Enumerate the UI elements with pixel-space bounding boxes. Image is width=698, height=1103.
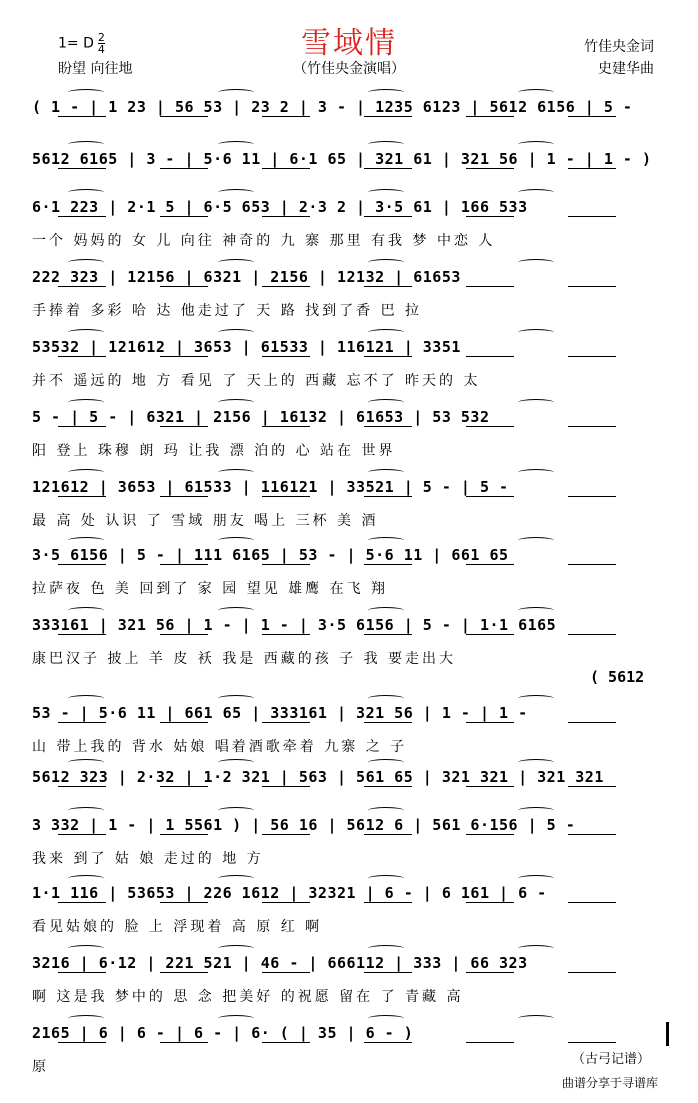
beam-line	[466, 834, 514, 835]
beam-line	[160, 834, 208, 835]
slur-arc	[218, 807, 254, 814]
slur-arc	[368, 329, 404, 336]
slur-arc	[518, 89, 554, 96]
beam-line	[364, 356, 412, 357]
beam-line	[466, 634, 514, 635]
notation-text: 3216 | 6·12 | 221 521 | 46 - | 666112 | 333 | 66 323	[32, 954, 528, 972]
beam-line	[364, 634, 412, 635]
slur-arc	[368, 1015, 404, 1022]
beam-line	[568, 786, 616, 787]
beam-line	[58, 564, 106, 565]
beam-line	[160, 972, 208, 973]
slur-arc	[518, 259, 554, 266]
beam-line	[262, 286, 310, 287]
slur-arc	[218, 89, 254, 96]
beam-line	[364, 216, 412, 217]
beam-line	[364, 1042, 412, 1043]
slur-arc	[68, 259, 104, 266]
beam-line	[160, 902, 208, 903]
beam-line	[364, 786, 412, 787]
slur-arc	[518, 537, 554, 544]
beam-line	[262, 634, 310, 635]
slur-arc	[368, 875, 404, 882]
slur-arc	[518, 399, 554, 406]
beam-line	[568, 356, 616, 357]
beam-line	[262, 834, 310, 835]
lyric-line: 康巴汉子 披上 羊 皮 袄 我是 西藏的孩 子 我 要走出大	[32, 651, 457, 667]
beam-line	[364, 902, 412, 903]
slur-arc	[218, 469, 254, 476]
beam-line	[466, 426, 514, 427]
slur-arc	[68, 945, 104, 952]
slur-arc	[518, 607, 554, 614]
beam-line	[262, 1042, 310, 1043]
slur-arc	[368, 469, 404, 476]
beam-line	[568, 426, 616, 427]
beam-line	[364, 972, 412, 973]
slur-arc	[218, 399, 254, 406]
beam-line	[160, 1042, 208, 1043]
beam-line	[160, 426, 208, 427]
slur-arc	[218, 875, 254, 882]
slur-arc	[68, 759, 104, 766]
notation-text: 5612 6165 | 3 - | 5·6 11 | 6·1 65 | 321 61 | 321 56 | 1 - | 1 - )	[32, 150, 652, 168]
slur-arc	[518, 695, 554, 702]
slur-arc	[68, 399, 104, 406]
notation-line	[28, 404, 673, 430]
slur-arc	[518, 875, 554, 882]
beam-line	[160, 356, 208, 357]
lyric-line: 最 高 处 认识 了 雪域 朋友 喝上 三杯 美 酒	[32, 513, 379, 529]
lyric-line: 我来 到了 姑 娘 走过的 地 方	[32, 851, 264, 867]
notation-text: 222 323 | 12156 | 6321 | 2156 | 12132 | 61653	[32, 268, 461, 286]
notation-line	[28, 474, 673, 500]
beam-line	[568, 564, 616, 565]
beam-line	[58, 116, 106, 117]
beam-line	[262, 356, 310, 357]
notation-text: 1·1 116 | 53653 | 226 1612 | 32321 | 6 - | 6 161 | 6 -	[32, 884, 547, 902]
beam-line	[466, 356, 514, 357]
beam-line	[364, 496, 412, 497]
beam-line	[58, 426, 106, 427]
beam-line	[160, 496, 208, 497]
beam-line	[568, 116, 616, 117]
time-sig-top: 2	[97, 31, 105, 44]
beam-line	[58, 972, 106, 973]
notation-line	[28, 812, 673, 838]
slur-arc	[518, 1015, 554, 1022]
beam-line	[262, 564, 310, 565]
lyric-line: 原	[32, 1059, 49, 1075]
beam-line	[262, 902, 310, 903]
beam-line	[160, 216, 208, 217]
slur-arc	[218, 259, 254, 266]
beam-line	[58, 834, 106, 835]
notation-text: 5 - | 5 - | 6321 | 2156 | 16132 | 61653 | 53 532	[32, 408, 490, 426]
beam-line	[568, 902, 616, 903]
beam-line	[58, 286, 106, 287]
slur-arc	[68, 875, 104, 882]
key-signature	[58, 32, 105, 55]
notation-line	[28, 764, 673, 790]
notation-text: 3·5 6156 | 5 - | 111 6165 | 53 - | 5·6 11 | 661 65	[32, 546, 509, 564]
slur-arc	[518, 329, 554, 336]
transcriber-credit: （古弓记谱）	[571, 1052, 650, 1067]
notation-text: 53 - | 5·6 11 | 661 65 | 333161 | 321 56 | 1 - | 1 -	[32, 704, 528, 722]
notation-line	[28, 94, 673, 120]
slur-arc	[518, 945, 554, 952]
beam-line	[466, 286, 514, 287]
notation-line	[28, 950, 673, 976]
beam-line	[364, 564, 412, 565]
notation-line	[28, 194, 673, 220]
beam-line	[466, 1042, 514, 1043]
beam-line	[466, 116, 514, 117]
notation-line	[28, 264, 673, 290]
beam-line	[160, 634, 208, 635]
beam-line	[364, 722, 412, 723]
slur-arc	[218, 607, 254, 614]
slur-arc	[218, 537, 254, 544]
slur-arc	[518, 189, 554, 196]
beam-line	[262, 426, 310, 427]
notation-text: 3 332 | 1 - | 1 5561 ) | 56 16 | 5612 6 | 561 6·156 | 5 -	[32, 816, 576, 834]
slur-arc	[518, 807, 554, 814]
beam-line	[160, 722, 208, 723]
notation-line	[28, 542, 673, 568]
slur-arc	[518, 141, 554, 148]
slur-arc	[218, 945, 254, 952]
beam-line	[160, 786, 208, 787]
slur-arc	[218, 329, 254, 336]
beam-line	[466, 786, 514, 787]
slur-arc	[368, 89, 404, 96]
slur-arc	[218, 1015, 254, 1022]
notation-line	[28, 612, 673, 638]
slur-arc	[368, 537, 404, 544]
slur-arc	[368, 607, 404, 614]
beam-line	[262, 116, 310, 117]
slur-arc	[368, 945, 404, 952]
beam-line	[58, 496, 106, 497]
slur-arc	[218, 759, 254, 766]
beam-line	[160, 286, 208, 287]
slur-arc	[218, 695, 254, 702]
beam-line	[262, 786, 310, 787]
slur-arc	[368, 141, 404, 148]
beam-line	[364, 834, 412, 835]
slur-arc	[68, 141, 104, 148]
lyric-line: 拉萨夜 色 美 回到了 家 园 望见 雄鹰 在飞 翔	[32, 581, 389, 597]
slur-arc	[68, 807, 104, 814]
beam-line	[262, 496, 310, 497]
beam-line	[466, 168, 514, 169]
lead-in-notes: ( 5612	[590, 668, 645, 686]
beam-line	[58, 356, 106, 357]
notation-text: 121612 | 3653 | 61533 | 116121 | 33521 | 5 - | 5 -	[32, 478, 509, 496]
slur-arc	[368, 807, 404, 814]
slur-arc	[368, 695, 404, 702]
lyric-line: 并不 遥远的 地 方 看见 了 天上的 西藏 忘不了 昨天的 太	[32, 373, 481, 389]
notation-text: 2165 | 6 | 6 - | 6 - | 6· ( | 35 | 6 - )	[32, 1024, 414, 1042]
beam-line	[466, 564, 514, 565]
slur-arc	[218, 141, 254, 148]
beam-line	[262, 722, 310, 723]
lyric-line: 看见姑娘的 脸 上 浮现着 高 原 红 啊	[32, 919, 323, 935]
notation-line	[28, 146, 673, 172]
beam-line	[568, 286, 616, 287]
slur-arc	[68, 537, 104, 544]
slur-arc	[218, 189, 254, 196]
lyric-line: 啊 这是我 梦中的 思 念 把美好 的祝愿 留在 了 青藏 高	[32, 989, 464, 1005]
notation-text: 6·1 223 | 2·1 5 | 6·5 653 | 2·3 2 | 3·5 61 | 166 533	[32, 198, 528, 216]
footer-credit: 曲谱分享于寻谱库	[561, 1076, 658, 1090]
slur-arc	[518, 759, 554, 766]
beam-line	[262, 972, 310, 973]
lyric-line: 阳 登上 珠穆 朗 玛 让我 漂 泊的 心 站在 世界	[32, 443, 396, 459]
beam-line	[160, 564, 208, 565]
slur-arc	[68, 695, 104, 702]
beam-line	[568, 1042, 616, 1043]
beam-line	[364, 286, 412, 287]
slur-arc	[368, 399, 404, 406]
beam-line	[58, 902, 106, 903]
notation-line	[28, 334, 673, 360]
notation-line	[28, 700, 673, 726]
beam-line	[58, 1042, 106, 1043]
lyric-line: 一个 妈妈的 女 儿 向往 神奇的 九 寨 那里 有我 梦 中恋 人	[32, 233, 496, 249]
key-label: 1= D	[58, 35, 94, 52]
notation-text: ( 1 - | 1 23 | 56 53 | 23 2 | 3 - | 1235 6123 | 5612 6156 | 5 -	[32, 98, 633, 116]
beam-line	[364, 116, 412, 117]
slur-arc	[68, 189, 104, 196]
slur-arc	[68, 607, 104, 614]
beam-line	[262, 216, 310, 217]
beam-line	[364, 168, 412, 169]
beam-line	[466, 496, 514, 497]
beam-line	[568, 722, 616, 723]
lyric-line: 手捧着 多彩 哈 达 他走过了 天 路 找到了香 巴 拉	[32, 303, 423, 319]
lyricist-credit: 竹佳央金词	[584, 39, 654, 55]
beam-line	[58, 216, 106, 217]
beam-line	[160, 116, 208, 117]
beam-line	[466, 902, 514, 903]
beam-line	[568, 216, 616, 217]
beam-line	[466, 216, 514, 217]
time-signature	[98, 32, 105, 55]
slur-arc	[68, 1015, 104, 1022]
beam-line	[58, 634, 106, 635]
slur-arc	[68, 89, 104, 96]
beam-line	[262, 168, 310, 169]
notation-line	[28, 1020, 673, 1046]
beam-line	[466, 722, 514, 723]
beam-line	[364, 426, 412, 427]
beam-line	[58, 722, 106, 723]
final-barline	[666, 1022, 669, 1046]
beam-line	[568, 168, 616, 169]
beam-line	[160, 168, 208, 169]
beam-line	[568, 496, 616, 497]
slur-arc	[68, 469, 104, 476]
slur-arc	[68, 329, 104, 336]
beam-line	[58, 786, 106, 787]
notation-line	[28, 880, 673, 906]
notation-text: 333161 | 321 56 | 1 - | 1 - | 3·5 6156 | 5 - | 1·1 6165	[32, 616, 557, 634]
slur-arc	[368, 759, 404, 766]
slur-arc	[368, 259, 404, 266]
singer-credit: （竹佳央金演唱）	[293, 61, 405, 77]
beam-line	[568, 972, 616, 973]
beam-line	[568, 634, 616, 635]
song-title: 雪域情	[301, 26, 397, 61]
notation-text: 53532 | 121612 | 3653 | 61533 | 116121 | 3351	[32, 338, 461, 356]
beam-line	[58, 168, 106, 169]
notation-text: 5612 323 | 2·32 | 1·2 321 | 563 | 561 65 | 321 321 | 321 321	[32, 768, 604, 786]
slur-arc	[368, 189, 404, 196]
beam-line	[568, 834, 616, 835]
performance-style: 盼望 向往地	[58, 61, 133, 77]
beam-line	[466, 972, 514, 973]
composer-credit: 史建华曲	[598, 61, 654, 77]
slur-arc	[518, 469, 554, 476]
time-sig-bottom: 4	[97, 43, 105, 56]
lyric-line: 山 带上我的 背水 姑娘 唱着酒歌牵着 九寨 之 子	[32, 739, 408, 755]
